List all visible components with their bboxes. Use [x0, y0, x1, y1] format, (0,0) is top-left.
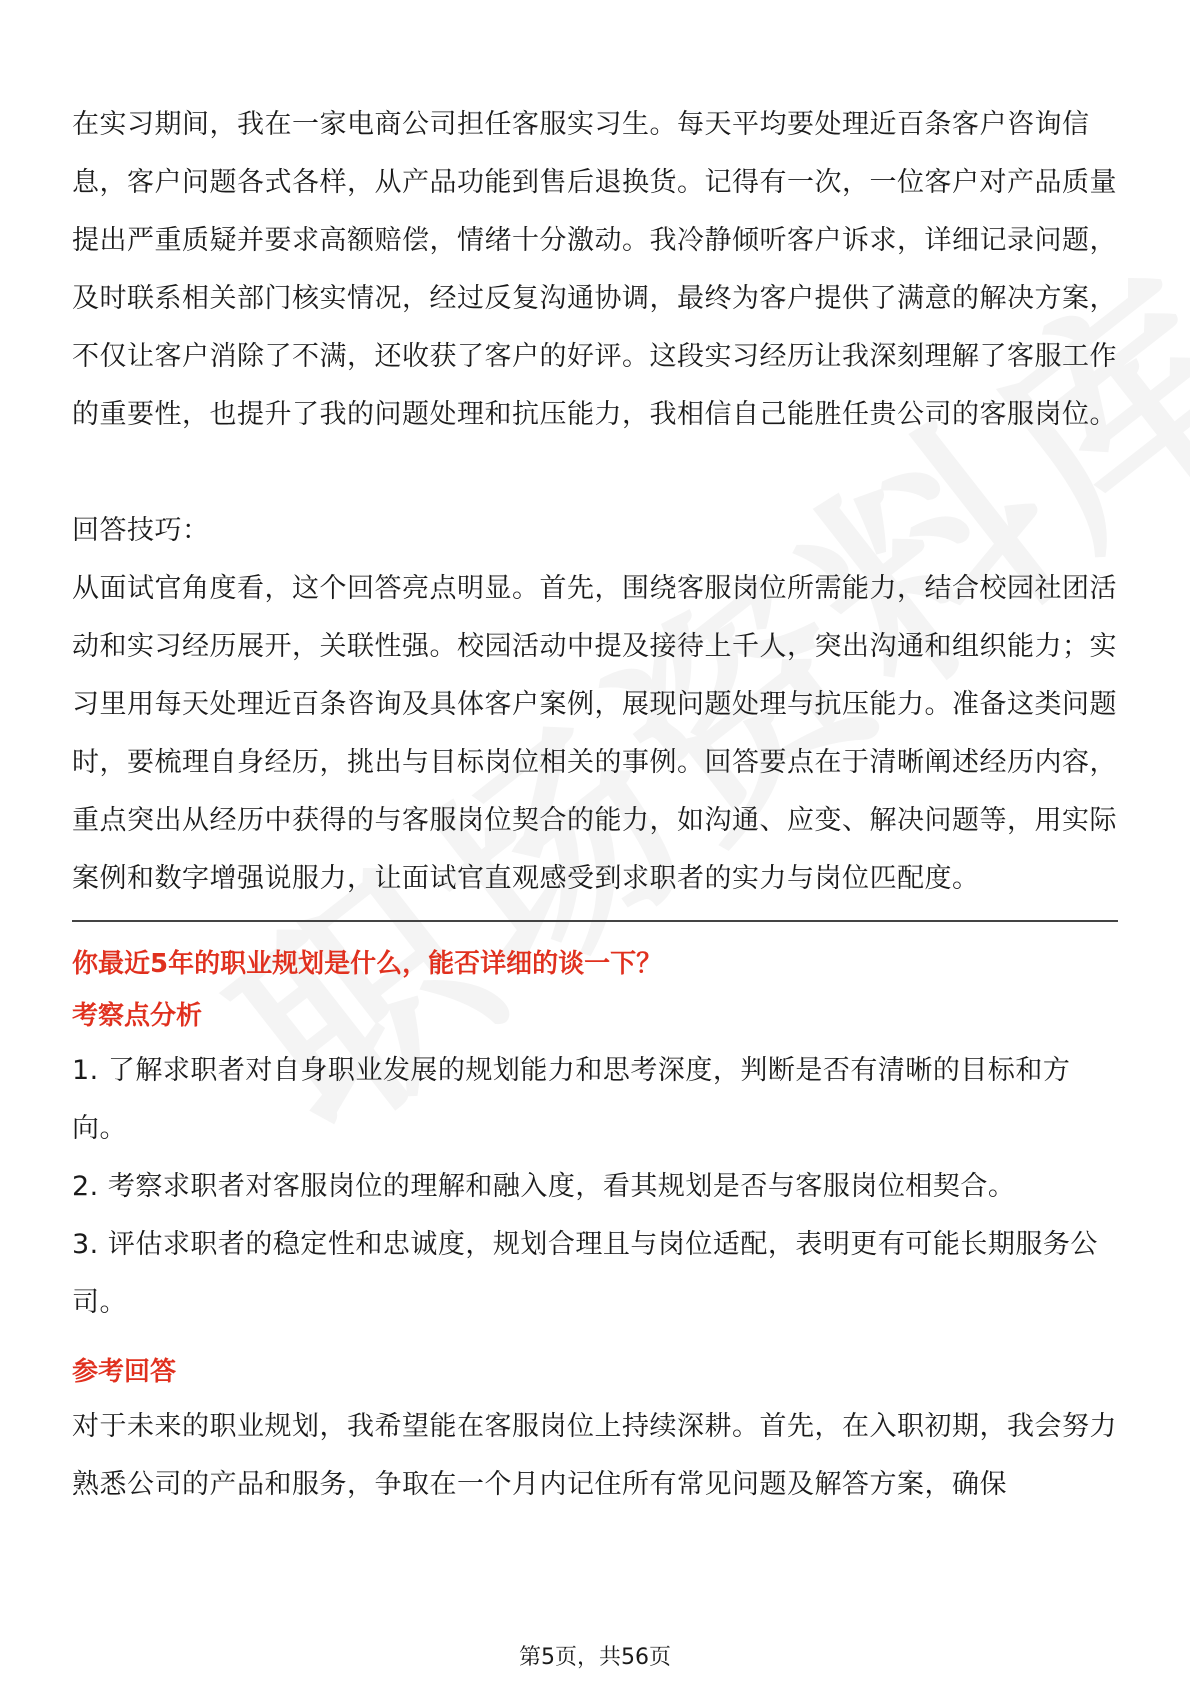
spacer: [72, 444, 1118, 502]
tips-label: 回答技巧：: [72, 515, 210, 546]
analysis-heading: 考察点分析: [72, 1001, 203, 1031]
analysis-item: 1. 了解求职者对自身职业发展的规划能力和思考深度，判断是否有清晰的目标和方向。: [72, 1055, 1071, 1144]
analysis-item: 2. 考察求职者对客服岗位的理解和融入度，看其规划是否与客服岗位相契合。: [72, 1171, 1016, 1202]
spacer: [72, 1332, 1118, 1346]
document-page: [72, 96, 1118, 1514]
question-heading: 你最近5年的职业规划是什么，能否详细的谈一下？: [72, 949, 663, 979]
tips-paragraph: 从面试官角度看，这个回答亮点明显。首先，围绕客服岗位所需能力，结合校园社团活动和实习经历展开，关联性强。校园活动中提及接待上千人，突出沟通和组织能力；实习里用每天处理近百条咨询及具体客户案例，展现问题处理与抗压能力。准备这类问题时，要梳理自身经历，挑出与目标岗位相关的事例。回答要点在于清晰阐述经历内容，重点突出从经历中获得的与客服岗位契合的能力，如沟通、应变、解决问题等，用实际案例和数字增强说服力，让面试官直观感受到求职者的实力与岗位匹配度。: [72, 573, 1117, 894]
analysis-item: 3. 评估求职者的稳定性和忠诚度，规划合理且与岗位适配，表明更有可能长期服务公司。: [72, 1229, 1098, 1318]
intro-paragraph: 在实习期间，我在一家电商公司担任客服实习生。每天平均要处理近百条客户咨询信息，客户问题各式各样，从产品功能到售后退换货。记得有一次，一位客户对产品质量提出严重质疑并要求高额赔偿，情绪十分激动。我冷静倾听客户诉求，详细记录问题，及时联系相关部门核实情况，经过反复沟通协调，最终为客户提供了满意的解决方案，不仅让客户消除了不满，还收获了客户的好评。这段实习经历让我深刻理解了客服工作的重要性，也提升了我的问题处理和抗压能力，我相信自己能胜任贵公司的客服岗位。: [72, 109, 1117, 430]
page-footer: 第5页，共56页: [519, 1645, 671, 1670]
reference-heading: 参考回答: [72, 1357, 177, 1387]
divider: [72, 920, 1118, 922]
reference-paragraph: 对于未来的职业规划，我希望能在客服岗位上持续深耕。首先，在入职初期，我会努力熟悉公司的产品和服务，争取在一个月内记住所有常见问题及解答方案，确保: [72, 1411, 1117, 1500]
